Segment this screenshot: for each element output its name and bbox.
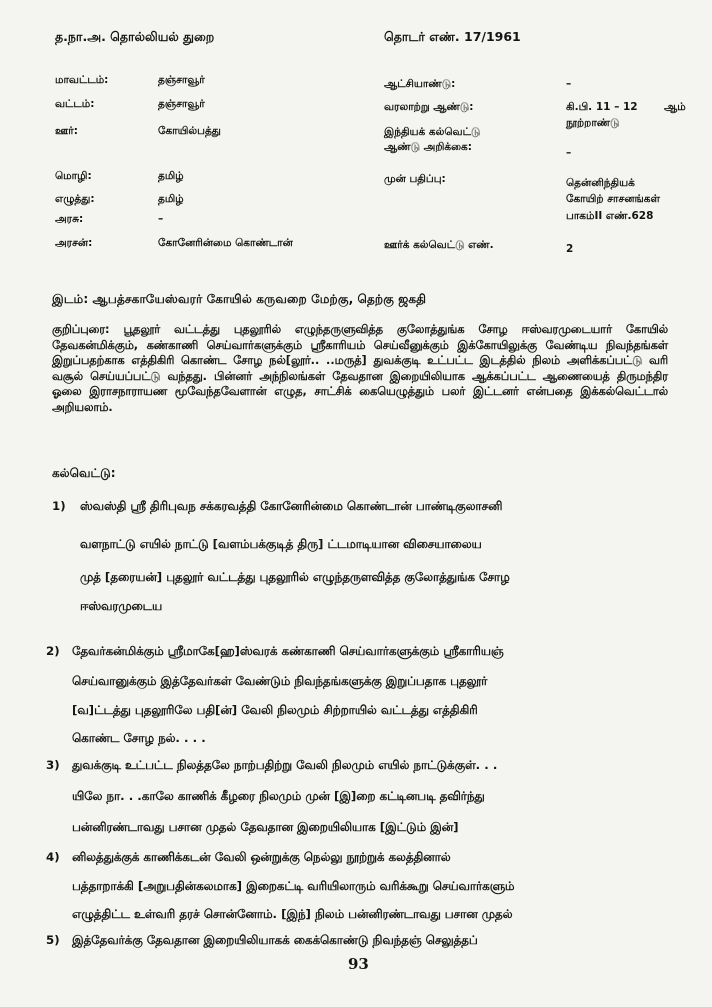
meta-value: கி.பி. 11 – 12 bbox=[566, 101, 638, 113]
meta-value: – bbox=[566, 147, 572, 159]
inscription-line: யிலே நா. . .காலே காணிக் கீழரை நிலமும் முன் [இ]றை கட்டினபடி தவிர்ந்து bbox=[72, 789, 485, 803]
meta-label: ஆண்டு அறிக்கை: bbox=[384, 141, 472, 153]
meta-value: கோயில்பத்து bbox=[158, 125, 221, 137]
meta-value: – bbox=[566, 78, 572, 90]
meta-label: வரலாற்று ஆண்டு: bbox=[384, 101, 474, 113]
inscription-line: முத் [தரையன்] புதலூர் வட்டத்து புதலூரில் எழுந்தருளவித்த குலோத்துங்க சோழ bbox=[80, 570, 510, 584]
inscription-line: பன்னிரண்டாவது பசான முதல் தேவதான இறையிலியாக [இட்டும் இன்] bbox=[72, 820, 459, 834]
meta-value: தென்னிந்தியக் bbox=[566, 177, 635, 189]
meta-value-suffix: ஆம் bbox=[664, 101, 686, 113]
meta-value: தமிழ் bbox=[158, 170, 184, 182]
meta-label: அரசன்: bbox=[55, 237, 93, 249]
meta-value: நூற்றாண்டு bbox=[566, 117, 620, 129]
note-text: பூதலூர் வட்டத்து புதலூரில் எழுந்தருளுவித்த குலோத்துங்க சோழ ஈஸ்வரமுடையார் கோயில் தேவகன்மிக்கும், கண்காணி செய்வார்களுக்கும் ஸ்ரீகாரியம் செய்வீனுக்கும் இக்கோயிலுக்கு வேண்டிய நிவந்தங்கள் இறுப்பதற்காக எத்திகிரி கொண்ட சோழ நல்[லூர்.. ..மருத்] துவக்குடி உட்பட்ட இடத்தில் நிலம் அளிக்கப்பட்டு வரி வசூல் செய்யப்பட்டு வந்தது. பின்னர் அந்நிலங்கள் தேவதான இறையிலியாக ஆக்கப்பட்ட ஆணையைத் திருமந்திர ஓலை இராசநாராயண மூவேந்தவேளான் எழுத, சாட்சிக் கையெழுத்தும் பலர் இட்டனர் என்பதை இக்கல்வெட்டால் அறியலாம். bbox=[52, 323, 668, 414]
meta-value: தஞ்சாவூர் bbox=[158, 74, 205, 86]
inscription-line: [வ]ட்டத்து புதலூரிலே பதி[ன்] வேலி நிலமும் சிற்றாயில் வட்டத்து எத்திகிரி bbox=[72, 703, 478, 717]
inscription-line: கொண்ட சோழ நல். . . . bbox=[72, 731, 206, 745]
meta-label: ஊர்க் கல்வெட்டு எண். bbox=[384, 239, 494, 251]
inscription-heading: கல்வெட்டு: bbox=[52, 466, 116, 480]
inscription-line: தேவர்கன்மிக்கும் ஸ்ரீமாகே[ஹ]ஸ்வரக் கண்காணி செய்வார்களுக்கும் ஸ்ரீகாரியஞ் bbox=[72, 644, 504, 658]
inscription-line: ஈஸ்வரமுடைய bbox=[80, 599, 163, 613]
meta-label: முன் பதிப்பு: bbox=[384, 173, 446, 185]
meta-label: இந்தியக் கல்வெட்டு bbox=[384, 126, 481, 138]
page-number: 93 bbox=[348, 955, 369, 973]
meta-label: மாவட்டம்: bbox=[55, 74, 109, 86]
meta-value: தஞ்சாவூர் bbox=[158, 98, 205, 110]
series-number: தொடர் எண். 17/1961 bbox=[384, 29, 521, 44]
meta-label: அரசு: bbox=[55, 213, 84, 225]
meta-value: பாகம்II எண்.628 bbox=[566, 210, 654, 222]
inscription-line: வளநாட்டு எயில் நாட்டு [வளம்பக்குடித் திரு] ட்டமாடியான விசையாலைய bbox=[80, 537, 482, 551]
note-label: குறிப்புரை: bbox=[52, 323, 110, 336]
inscription-line: இத்தேவர்க்கு தேவதான இறையிலியாகக் கைக்கொண்டு நிவந்தஞ் செலுத்தப் bbox=[72, 933, 478, 947]
inscription-line: னிலத்துக்குக் காணிக்கடன் வேலி ஒன்றுக்கு நெல்லு நூற்றுக் கலத்தினால் bbox=[72, 850, 451, 864]
meta-label: ஆட்சியாண்டு: bbox=[384, 78, 456, 90]
inscription-number: 3) bbox=[46, 758, 60, 772]
inscription-line: ஸ்வஸ்தி ஸ்ரீ திரிபுவந சக்கரவத்தி கோனேரின்மை கொண்டான் பாண்டிகுலாசனி bbox=[80, 499, 503, 513]
meta-value: கோயிற் சாசனங்கள் bbox=[566, 193, 660, 205]
inscription-line: துவக்குடி உட்பட்ட நிலத்தலே நாற்பதிற்று வேலி நிலமும் எயில் நாட்டுக்குள். . . bbox=[72, 758, 498, 772]
department-title: த.நா.அ. தொல்லியல் துறை bbox=[55, 29, 215, 44]
meta-value: – bbox=[158, 213, 164, 225]
meta-label: வட்டம்: bbox=[55, 98, 95, 110]
meta-label: மொழி: bbox=[55, 170, 92, 182]
meta-label: எழுத்து: bbox=[55, 193, 95, 205]
meta-label: ஊர்: bbox=[55, 125, 78, 137]
inscription-number: 5) bbox=[46, 933, 60, 947]
inscription-number: 1) bbox=[52, 499, 66, 513]
note-paragraph bbox=[52, 322, 668, 415]
inscription-number: 4) bbox=[46, 850, 60, 864]
meta-value: 2 bbox=[566, 243, 574, 255]
inscription-line: எழுத்திட்ட உள்வரி தரச் சொன்னோம். [இந்] நிலம் பன்னிரண்டாவது பசான முதல் bbox=[72, 907, 513, 921]
inscription-line: செய்வானுக்கும் இத்தேவர்கள் வேண்டும் நிவந்தங்களுக்கு இறுப்பதாக புதலூர் bbox=[72, 674, 488, 688]
meta-value: கோனேரின்மை கொண்டான் bbox=[158, 237, 293, 249]
location-line: இடம்: ஆபத்சகாயேஸ்வரர் கோயில் கருவறை மேற்கு, தெற்கு ஜகதி bbox=[52, 292, 427, 306]
meta-value: தமிழ் bbox=[158, 193, 184, 205]
inscription-line: பத்தாறாக்கி [அறுபதின்கலமாக] இறைகட்டி வரியிலாரும் வரிக்கூறு செய்வார்களும் bbox=[72, 879, 515, 893]
inscription-number: 2) bbox=[46, 644, 60, 658]
